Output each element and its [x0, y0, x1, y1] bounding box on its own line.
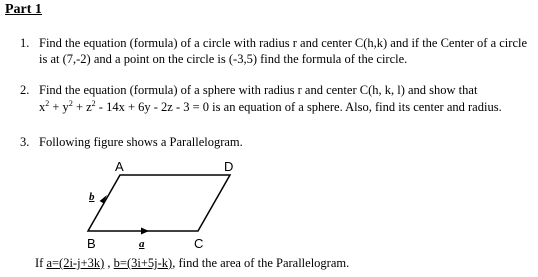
final-prefix: If: [35, 256, 47, 270]
question-2-number: 2.: [20, 83, 30, 97]
vector-a-arrowhead: [141, 228, 149, 235]
question-1-line-2: is at (7,-2) and a point on the circle is (-3,5) find the formula of the circle.: [39, 52, 408, 66]
vertex-label-a: A: [115, 159, 124, 174]
question-3-line-1: Following figure shows a Parallelogram.: [39, 135, 243, 149]
question-3-number: 3.: [20, 135, 30, 149]
eq-plus-z: + z: [72, 100, 92, 114]
question-1-line-1: Find the equation (formula) of a circle with radius r and center C(h,k) and if the Center of a circle: [39, 36, 528, 50]
vertex-label-d: D: [224, 159, 234, 174]
vector-label-b: b: [89, 191, 95, 203]
vertex-label-b: B: [87, 236, 96, 251]
vector-b-definition: b=(3i+5j-k): [113, 256, 173, 270]
eq-rest: - 14x + 6y - 2z - 3 = 0 is an equation of a sphere. Also, find its center and radius.: [95, 100, 502, 114]
eq-x-exponent: 2: [45, 98, 50, 108]
vector-a-definition: a=(2i-j+3k): [46, 256, 105, 270]
vertex-label-c: C: [194, 236, 204, 251]
question-2-line-1: Find the equation (formula) of a sphere with radius r and center C(h, k, l) and show that: [39, 83, 478, 97]
eq-plus-y: + y: [49, 100, 69, 114]
question-3-line-2: [35, 256, 349, 271]
eq-z-exponent: 2: [91, 98, 96, 108]
final-suffix: , find the area of the Parallelogram.: [172, 256, 350, 270]
part-title: Part 1: [5, 2, 42, 17]
eq-y-exponent: 2: [68, 98, 73, 108]
vector-label-a: a: [139, 238, 145, 250]
eq-x: x: [39, 100, 46, 114]
parallelogram-shape: [88, 175, 230, 231]
question-1-number: 1.: [20, 36, 30, 50]
final-separator: ,: [104, 256, 114, 270]
